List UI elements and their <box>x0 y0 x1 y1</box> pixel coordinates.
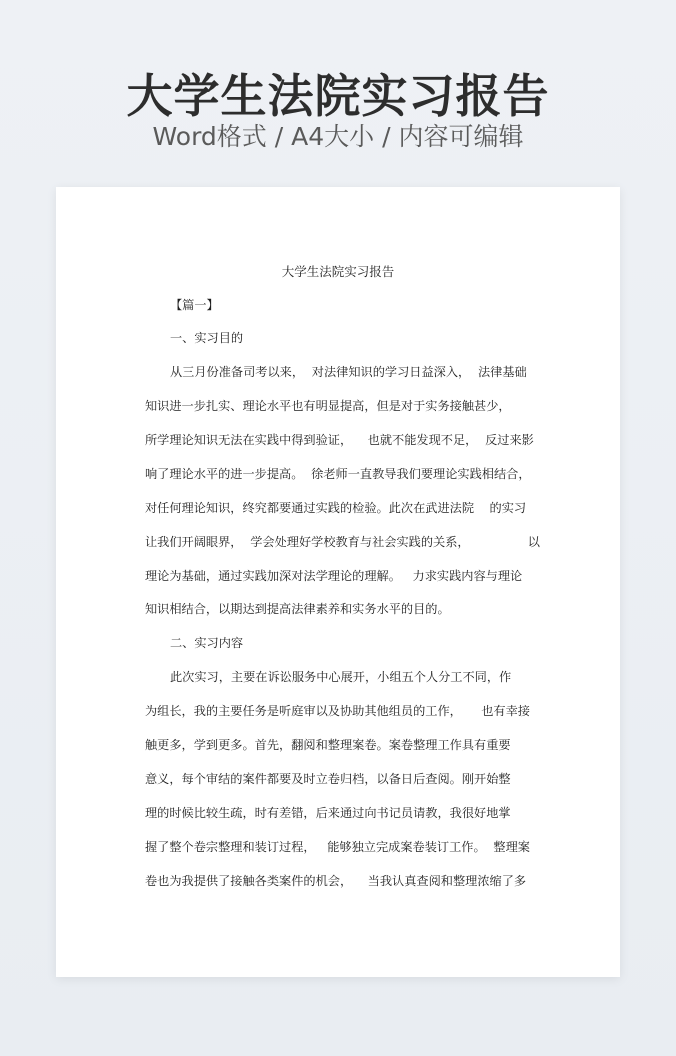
paragraph-line: 所学理论知识无法在实践中得到验证， 也就不能发现不足， 反过来影 <box>145 433 534 447</box>
document-page <box>56 187 620 977</box>
paragraph-line: 响了理论水平的进一步提高。 徐老师一直教导我们要理论实践相结合， <box>145 467 531 481</box>
paragraph-line: 为组长，我的主要任务是听庭审以及协助其他组员的工作， 也有幸接 <box>145 704 530 718</box>
paragraph-line: 意义，每个审结的案件都要及时立卷归档，以备日后查阅。刚开始整 <box>145 772 511 786</box>
paragraph-line: 理的时候比较生疏，时有差错，后来通过向书记员请教，我很好地掌 <box>145 806 511 820</box>
section-label: 【篇一】 <box>170 298 219 312</box>
paragraph-line: 知识相结合，以期达到提高法律素养和实务水平的目的。 <box>145 602 450 616</box>
paragraph-line: 握了整个卷宗整理和装订过程， 能够独立完成案卷装订工作。 整理案 <box>145 840 530 854</box>
paragraph-line: 让我们开阔眼界， 学会处理好学校教育与社会实践的关系， 以 <box>145 535 540 549</box>
banner-title: 大学生法院实习报告 <box>126 69 550 123</box>
paragraph-line: 知识进一步扎实、理论水平也有明显提高，但是对于实务接触甚少， <box>145 399 511 413</box>
heading-objectives: 一、实习目的 <box>170 331 244 345</box>
paragraph-line: 此次实习，主要在诉讼服务中心展开，小组五个人分工不同，作 <box>170 670 512 684</box>
paragraph-line: 对任何理论知识，终究都要通过实践的检验。此次在武进法院 的实习 <box>145 501 527 515</box>
paragraph-line: 卷也为我提供了接触各类案件的机会， 当我认真查阅和整理浓缩了多 <box>145 874 527 888</box>
paragraph-line: 触更多，学到更多。首先，翻阅和整理案卷。案卷整理工作具有重要 <box>145 738 511 752</box>
paragraph-line: 理论为基础，通过实践加深对法学理论的理解。 力求实践内容与理论 <box>145 569 523 583</box>
banner-subtitle: Word格式 / A4大小 / 内容可编辑 <box>152 122 524 151</box>
heading-content: 二、实习内容 <box>170 636 244 650</box>
paragraph-line: 从三月份准备司考以来， 对法律知识的学习日益深入， 法律基础 <box>170 365 527 379</box>
document-title: 大学生法院实习报告 <box>281 264 395 279</box>
document-body <box>56 187 620 977</box>
